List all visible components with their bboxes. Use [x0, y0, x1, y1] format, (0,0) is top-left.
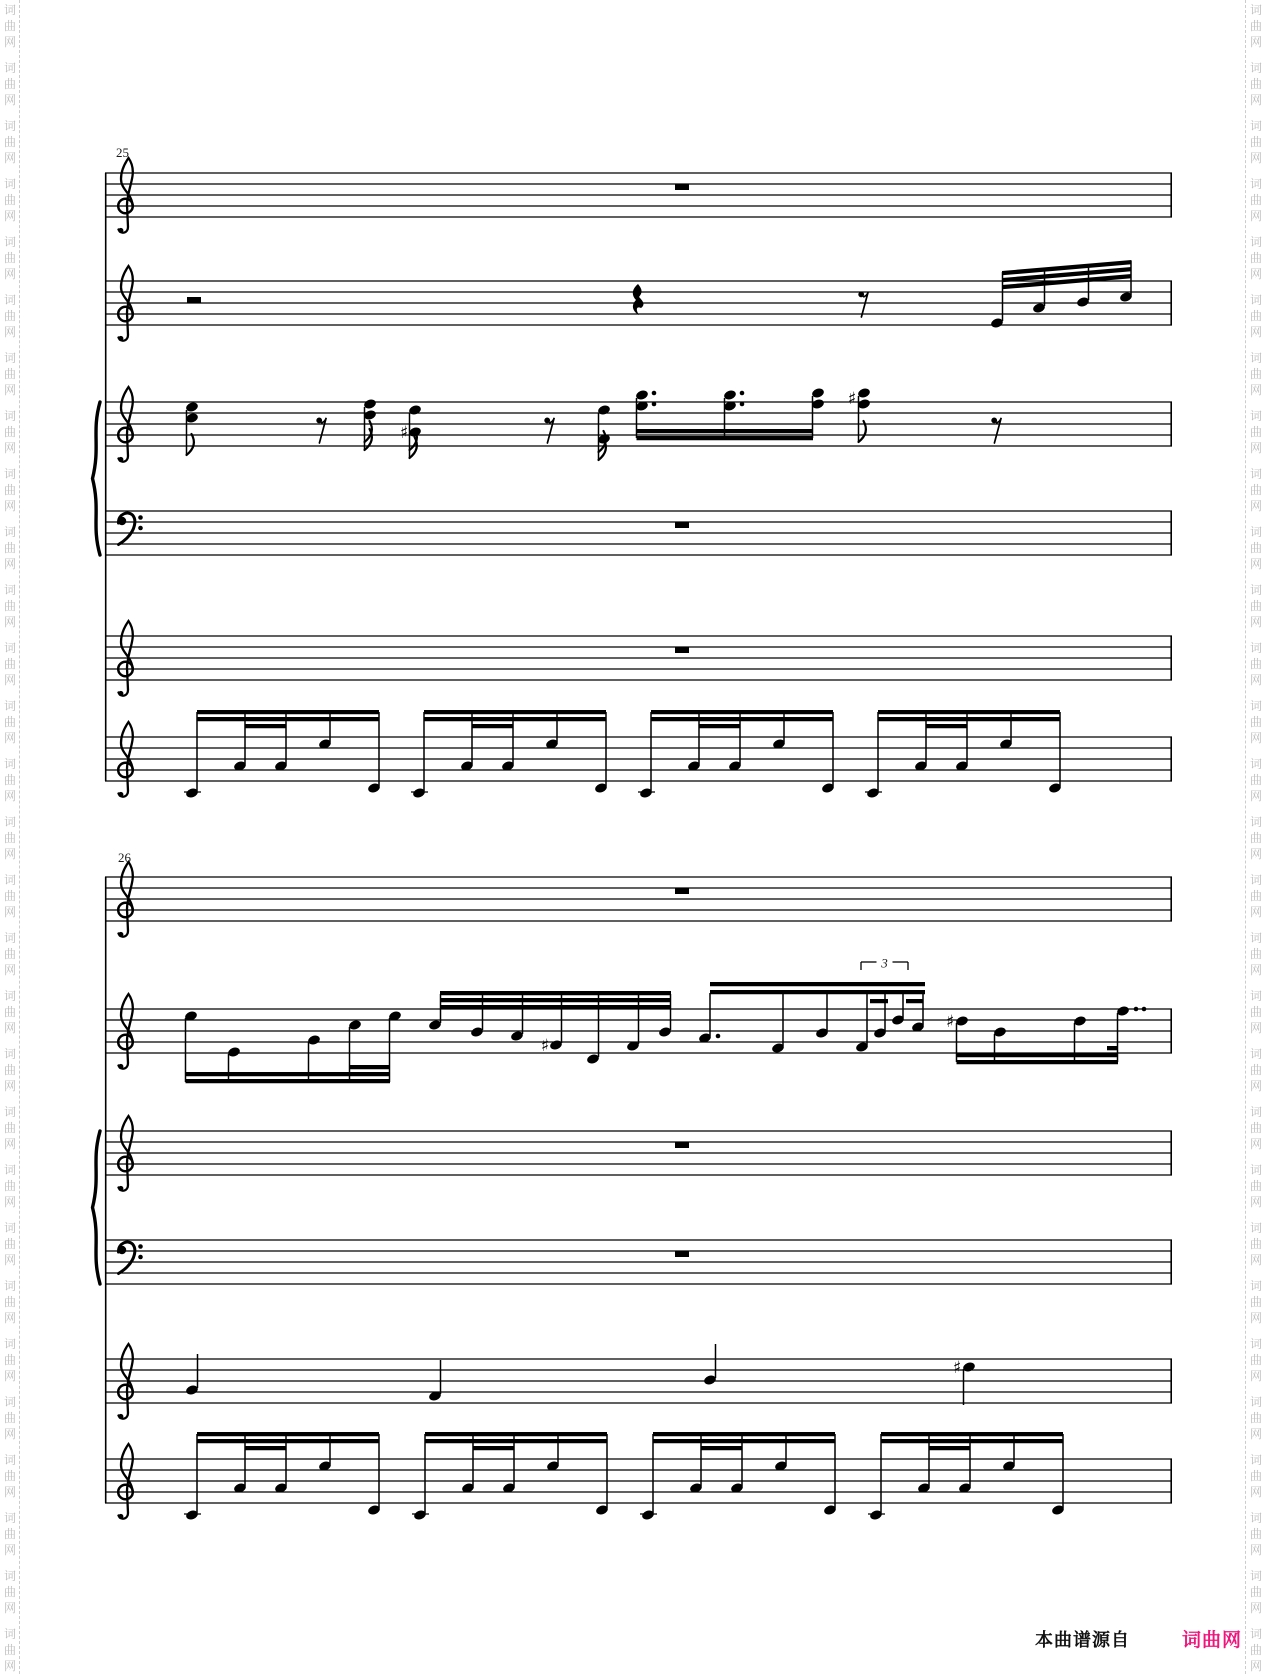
watermark-char: 曲 — [1250, 1527, 1263, 1541]
bass-clef-dot — [138, 1255, 143, 1260]
watermark-char: 词 — [1250, 699, 1263, 713]
watermark-char: 网 — [1250, 905, 1263, 919]
watermark-char: 网 — [4, 1601, 17, 1615]
watermark-char: 曲 — [1250, 947, 1263, 961]
watermark-char: 词 — [4, 583, 17, 597]
watermark-char: 曲 — [1250, 1063, 1263, 1077]
watermark-char: 曲 — [4, 715, 17, 729]
augmentation-dot — [740, 402, 745, 407]
watermark-char: 曲 — [4, 1179, 17, 1193]
watermark-char: 网 — [4, 615, 17, 629]
watermark-char: 网 — [1250, 1543, 1263, 1557]
watermark-char: 词 — [4, 699, 17, 713]
watermark-char: 词 — [4, 815, 17, 829]
watermark-char: 词 — [1250, 1105, 1263, 1119]
watermark-char: 曲 — [4, 1005, 17, 1019]
treble-clef — [118, 792, 123, 797]
beam — [197, 1439, 379, 1443]
beam — [350, 1065, 391, 1069]
sharp-sign: ♯ — [540, 1036, 550, 1056]
watermark-char: 网 — [1250, 673, 1263, 687]
footer-source-label: 本曲谱源自 — [1035, 1630, 1130, 1650]
watermark-char: 曲 — [4, 1585, 17, 1599]
watermark-char: 网 — [4, 93, 17, 107]
beam — [878, 710, 1060, 714]
beam — [197, 1432, 379, 1436]
quarter-rest — [633, 284, 644, 315]
watermark-char: 网 — [4, 383, 17, 397]
augmentation-dot — [716, 1034, 721, 1039]
watermark-char: 网 — [1250, 557, 1263, 571]
watermark-char: 词 — [1250, 1047, 1263, 1061]
watermark-char: 网 — [4, 673, 17, 687]
beam — [637, 429, 814, 433]
beam — [881, 1439, 1063, 1443]
watermark-char: 曲 — [4, 425, 17, 439]
beam — [957, 1060, 1119, 1064]
beam — [653, 1439, 835, 1443]
tuplet-number: 3 — [881, 955, 888, 971]
bass-clef — [118, 1246, 126, 1254]
watermark-char: 曲 — [4, 947, 17, 961]
watermark-char: 词 — [1250, 873, 1263, 887]
watermark-char: 曲 — [1250, 251, 1263, 265]
sharp-sign: ♯ — [847, 389, 857, 409]
watermark-char: 曲 — [1250, 1237, 1263, 1251]
watermark-char: 词 — [1250, 931, 1263, 945]
augmentation-dot — [1142, 1007, 1147, 1012]
watermark-char: 词 — [1250, 989, 1263, 1003]
beam — [1107, 1046, 1118, 1050]
beam — [424, 717, 606, 721]
watermark-char: 曲 — [4, 1411, 17, 1425]
watermark-char: 曲 — [4, 1237, 17, 1251]
watermark-char: 曲 — [4, 77, 17, 91]
watermark-char: 曲 — [1250, 193, 1263, 207]
watermark-char: 曲 — [4, 599, 17, 613]
watermark-char: 词 — [1250, 351, 1263, 365]
watermark-char: 词 — [4, 3, 17, 17]
watermark-char: 词 — [1250, 1337, 1263, 1351]
watermark-char: 曲 — [1250, 657, 1263, 671]
watermark-char: 词 — [4, 1511, 17, 1525]
watermark-char: 曲 — [1250, 599, 1263, 613]
watermark-char: 网 — [4, 1021, 17, 1035]
beam — [878, 717, 1060, 721]
watermark-char: 曲 — [4, 889, 17, 903]
watermark-char: 词 — [4, 119, 17, 133]
beam — [929, 1446, 970, 1450]
watermark-char: 网 — [1250, 441, 1263, 455]
watermark-char: 网 — [4, 35, 17, 49]
watermark-char: 词 — [1250, 583, 1263, 597]
watermark-char: 词 — [1250, 1395, 1263, 1409]
beam — [186, 1079, 391, 1083]
watermark-char: 词 — [1250, 1569, 1263, 1583]
system-26 — [93, 850, 1173, 1521]
watermark-char: 网 — [4, 1137, 17, 1151]
watermark-char: 曲 — [1250, 1121, 1263, 1135]
watermark-char: 网 — [1250, 789, 1263, 803]
watermark-char: 曲 — [4, 1063, 17, 1077]
watermark-char: 词 — [1250, 1163, 1263, 1177]
watermark-char: 网 — [1250, 93, 1263, 107]
watermark-char: 曲 — [1250, 831, 1263, 845]
footer-brand-name: 词曲网 — [1182, 1630, 1243, 1651]
beam — [440, 998, 671, 1002]
beam — [245, 724, 286, 728]
watermark-char: 词 — [1250, 409, 1263, 423]
beam — [472, 724, 513, 728]
watermark-char: 词 — [4, 1395, 17, 1409]
beam — [197, 717, 379, 721]
watermark-char: 词 — [1250, 177, 1263, 191]
watermark-char: 词 — [4, 1569, 17, 1583]
watermark-char: 词 — [4, 1105, 17, 1119]
bass-clef-dot — [138, 526, 143, 531]
watermark-char: 词 — [4, 177, 17, 191]
treble-clef — [118, 1414, 123, 1419]
watermark-char: 曲 — [4, 657, 17, 671]
beam — [245, 1446, 286, 1450]
treble-clef — [118, 691, 123, 696]
watermark-char: 曲 — [4, 773, 17, 787]
watermark-char: 曲 — [1250, 425, 1263, 439]
watermark-char: 曲 — [1250, 541, 1263, 555]
watermark-char: 曲 — [4, 367, 17, 381]
watermark-char: 网 — [4, 847, 17, 861]
beam — [926, 724, 967, 728]
watermark-char: 网 — [1250, 325, 1263, 339]
watermark-char: 曲 — [1250, 483, 1263, 497]
watermark-char: 网 — [1250, 1601, 1263, 1615]
watermark-char: 词 — [4, 1279, 17, 1293]
beam — [651, 717, 833, 721]
watermark-char: 网 — [1250, 1021, 1263, 1035]
watermark-char: 网 — [4, 963, 17, 977]
watermark-char: 网 — [4, 905, 17, 919]
watermark-char: 曲 — [1250, 1005, 1263, 1019]
treble-clef — [118, 932, 123, 937]
treble-clef — [118, 1064, 123, 1069]
watermark-char: 词 — [1250, 641, 1263, 655]
beam — [425, 1432, 607, 1436]
watermark-char: 词 — [1250, 1511, 1263, 1525]
watermark-char: 词 — [4, 1337, 17, 1351]
beam — [701, 1446, 742, 1450]
watermark-char: 词 — [4, 1221, 17, 1235]
grand-staff-brace — [93, 1131, 101, 1284]
watermark-char: 网 — [1250, 963, 1263, 977]
watermark-char: 曲 — [4, 1643, 17, 1657]
watermark-char: 曲 — [4, 1295, 17, 1309]
watermark-char: 网 — [1250, 1659, 1263, 1673]
watermark-char: 词 — [1250, 757, 1263, 771]
treble-clef — [118, 1186, 123, 1191]
watermark-char: 网 — [4, 557, 17, 571]
watermark-char: 网 — [1250, 847, 1263, 861]
watermark-char: 曲 — [1250, 19, 1263, 33]
bass-clef — [118, 517, 126, 525]
whole-rest — [675, 1251, 689, 1257]
watermark-char: 网 — [4, 1311, 17, 1325]
watermark-char: 曲 — [1250, 1585, 1263, 1599]
watermark-char: 曲 — [1250, 135, 1263, 149]
watermark-char: 词 — [4, 1163, 17, 1177]
watermark-char: 网 — [4, 789, 17, 803]
watermark-char: 网 — [4, 1543, 17, 1557]
beam — [637, 436, 814, 440]
treble-clef — [118, 228, 123, 233]
watermark-char: 曲 — [4, 309, 17, 323]
watermark-char: 词 — [4, 235, 17, 249]
watermark-char: 网 — [1250, 1195, 1263, 1209]
watermark-char: 曲 — [1250, 1643, 1263, 1657]
whole-rest — [675, 184, 689, 190]
watermark-char: 网 — [4, 499, 17, 513]
watermark-char: 网 — [1250, 383, 1263, 397]
beam — [440, 991, 671, 995]
watermark-char: 词 — [4, 757, 17, 771]
measure-number: 25 — [116, 145, 129, 160]
watermark-char: 词 — [4, 1453, 17, 1467]
watermark-char: 网 — [4, 209, 17, 223]
augmentation-dot — [652, 391, 657, 396]
watermark-char: 网 — [4, 441, 17, 455]
beam — [651, 710, 833, 714]
watermark-char: 词 — [4, 293, 17, 307]
beam — [881, 1432, 1063, 1436]
watermark-char: 词 — [1250, 525, 1263, 539]
watermark-char: 网 — [4, 1195, 17, 1209]
watermark-char: 曲 — [1250, 1469, 1263, 1483]
watermark-char: 曲 — [4, 1527, 17, 1541]
watermark-char: 词 — [4, 467, 17, 481]
watermark-char: 词 — [1250, 235, 1263, 249]
watermark-char: 网 — [1250, 615, 1263, 629]
beam — [186, 1072, 391, 1076]
watermark-char: 曲 — [1250, 1295, 1263, 1309]
bass-clef-dot — [138, 515, 143, 520]
watermark-char: 曲 — [4, 831, 17, 845]
measure-number: 26 — [118, 850, 131, 865]
watermark-char: 词 — [1250, 815, 1263, 829]
watermark-char: 词 — [4, 1047, 17, 1061]
watermark-char: 词 — [1250, 293, 1263, 307]
watermark-char: 词 — [4, 351, 17, 365]
treble-clef — [118, 336, 123, 341]
watermark-char: 曲 — [1250, 367, 1263, 381]
augmentation-dot — [740, 391, 745, 396]
watermark-char: 曲 — [1250, 309, 1263, 323]
watermark-char: 曲 — [4, 483, 17, 497]
watermark-char: 网 — [1250, 1253, 1263, 1267]
beam — [197, 710, 379, 714]
beam — [870, 999, 888, 1003]
watermark-char: 曲 — [1250, 1411, 1263, 1425]
watermark-char: 网 — [1250, 1079, 1263, 1093]
watermark-char: 网 — [1250, 1427, 1263, 1441]
beam — [425, 1439, 607, 1443]
watermark-char: 曲 — [4, 541, 17, 555]
watermark-char: 网 — [1250, 1311, 1263, 1325]
grand-staff-brace — [93, 402, 101, 555]
watermark-char: 曲 — [1250, 715, 1263, 729]
augmentation-dot — [652, 402, 657, 407]
watermark-char: 网 — [1250, 1485, 1263, 1499]
watermark-char: 词 — [1250, 1627, 1263, 1641]
watermark-char: 网 — [1250, 209, 1263, 223]
watermark-char: 词 — [1250, 119, 1263, 133]
treble-clef — [118, 457, 123, 462]
bass-clef-dot — [138, 1244, 143, 1249]
whole-rest — [675, 1142, 689, 1148]
watermark-char: 曲 — [4, 1469, 17, 1483]
watermark-char: 网 — [1250, 35, 1263, 49]
watermark-char: 网 — [4, 731, 17, 745]
watermark-char: 词 — [1250, 1453, 1263, 1467]
watermark-char: 曲 — [4, 1121, 17, 1135]
watermark-char: 网 — [1250, 731, 1263, 745]
sharp-sign: ♯ — [945, 1012, 955, 1032]
watermark-char: 网 — [4, 325, 17, 339]
watermark-char: 曲 — [4, 1353, 17, 1367]
beam — [424, 710, 606, 714]
watermark-char: 曲 — [4, 19, 17, 33]
watermark-char: 网 — [4, 1427, 17, 1441]
watermark-char: 网 — [4, 151, 17, 165]
augmentation-dot — [1134, 1007, 1139, 1012]
beam — [957, 1053, 1119, 1057]
watermark-char: 网 — [4, 1659, 17, 1673]
watermark-char: 曲 — [4, 251, 17, 265]
watermark-char: 曲 — [1250, 773, 1263, 787]
watermark-char: 网 — [4, 1369, 17, 1383]
watermark-char: 网 — [4, 1485, 17, 1499]
beam — [710, 990, 925, 994]
whole-rest — [675, 522, 689, 528]
watermark-char: 曲 — [1250, 889, 1263, 903]
watermark-char: 词 — [1250, 3, 1263, 17]
treble-clef — [118, 1514, 123, 1519]
beam — [699, 724, 740, 728]
half-rest — [187, 297, 201, 303]
sharp-sign: ♯ — [952, 1358, 962, 1378]
sharp-sign: ♯ — [399, 423, 409, 443]
whole-rest — [675, 888, 689, 894]
beam — [710, 982, 925, 986]
watermark-char: 词 — [1250, 1279, 1263, 1293]
whole-rest — [675, 647, 689, 653]
watermark-char: 网 — [4, 1253, 17, 1267]
watermark-char: 词 — [4, 931, 17, 945]
beam — [906, 999, 923, 1003]
watermark-char: 曲 — [4, 135, 17, 149]
watermark-char: 网 — [4, 267, 17, 281]
watermark-char: 网 — [1250, 267, 1263, 281]
beam — [440, 1005, 671, 1009]
watermark-char: 曲 — [1250, 1179, 1263, 1193]
eighth-flag — [187, 434, 194, 455]
watermark-char: 词 — [4, 641, 17, 655]
watermark-char: 网 — [4, 1079, 17, 1093]
watermark-char: 曲 — [1250, 77, 1263, 91]
watermark-char: 词 — [1250, 467, 1263, 481]
watermark-char: 词 — [4, 525, 17, 539]
beam — [473, 1446, 514, 1450]
watermark-char: 网 — [1250, 151, 1263, 165]
watermark-char: 网 — [1250, 1369, 1263, 1383]
watermark-char: 词 — [4, 1627, 17, 1641]
watermark-char: 网 — [1250, 499, 1263, 513]
watermark-char: 词 — [4, 989, 17, 1003]
watermark-char: 词 — [1250, 61, 1263, 75]
watermark-char: 网 — [1250, 1137, 1263, 1151]
watermark-char: 词 — [1250, 1221, 1263, 1235]
watermark-char: 曲 — [1250, 1353, 1263, 1367]
watermark-char: 词 — [4, 61, 17, 75]
watermark-char: 曲 — [4, 193, 17, 207]
system-25 — [93, 145, 1173, 799]
watermark-char: 词 — [4, 873, 17, 887]
beam — [653, 1432, 835, 1436]
watermark-char: 词 — [4, 409, 17, 423]
